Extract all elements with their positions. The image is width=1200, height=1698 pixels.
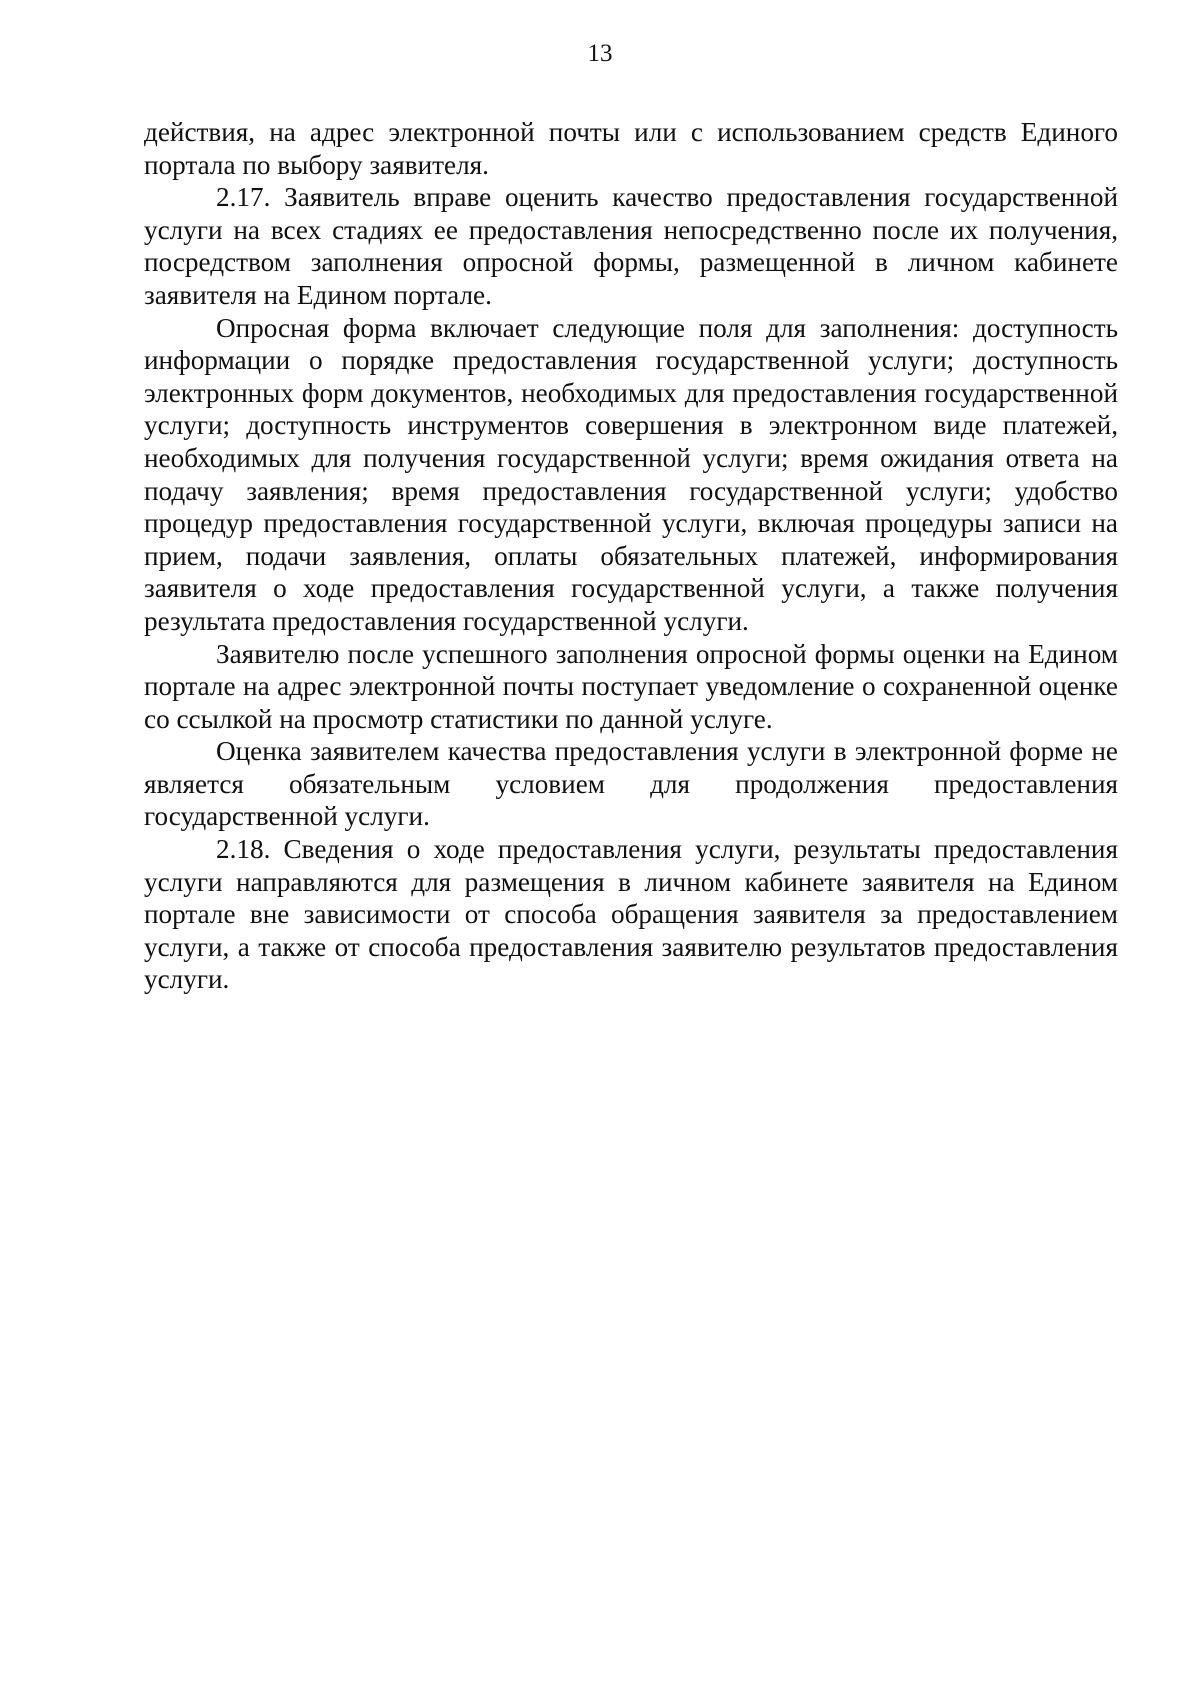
paragraph-survey-fields: Опросная форма включает следующие поля для заполнения: доступность информации о порядке предоставления государственной услуги; доступность электронных форм документов, необходимых для предоставления государственной услуги; доступность инструментов совершения в электронном виде платежей, необходимых для получения государственной услуги; время ожидания ответа на подачу заявления; время предоставления государственной услуги; удобство процедур предоставления государственной услуги, включая процедуры записи на прием, подачи заявления, оплаты обязательных платежей, информирования заявителя о ходе предоставления государственной услуги, а также получения результата предоставления государственной услуги.	[144, 312, 1118, 636]
paragraph-2-17: 2.17. Заявитель вправе оценить качество предоставления государственной услуги на всех стадиях ее предоставления непосредственно после их получения, посредством заполнения опросной формы, размещенной в личном кабинете заявителя на Едином портале.	[144, 182, 1118, 310]
paragraph-2-18: 2.18. Сведения о ходе предоставления услуги, результаты предоставления услуги направляются для размещения в личном кабинете заявителя на Едином портале вне зависимости от способа обращения заявителя за предоставлением услуги, а также от способа предоставления заявителю результатов предоставления услуги.	[144, 834, 1118, 995]
page-number: 13	[587, 40, 613, 67]
document-body	[144, 116, 1118, 996]
paragraph-notification: Заявителю после успешного заполнения опросной формы оценки на Едином портале на адрес электронной почты поступает уведомление о сохраненной оценке со ссылкой на просмотр статистики по данной услуге.	[144, 638, 1118, 734]
paragraph-continuation: действия, на адрес электронной почты или с использованием средств Единого портала по выбору заявителя.	[144, 117, 1118, 180]
paragraph-evaluation-optional: Оценка заявителем качества предоставления услуги в электронной форме не является обязательным условием для продолжения предоставления государственной услуги.	[144, 736, 1118, 832]
